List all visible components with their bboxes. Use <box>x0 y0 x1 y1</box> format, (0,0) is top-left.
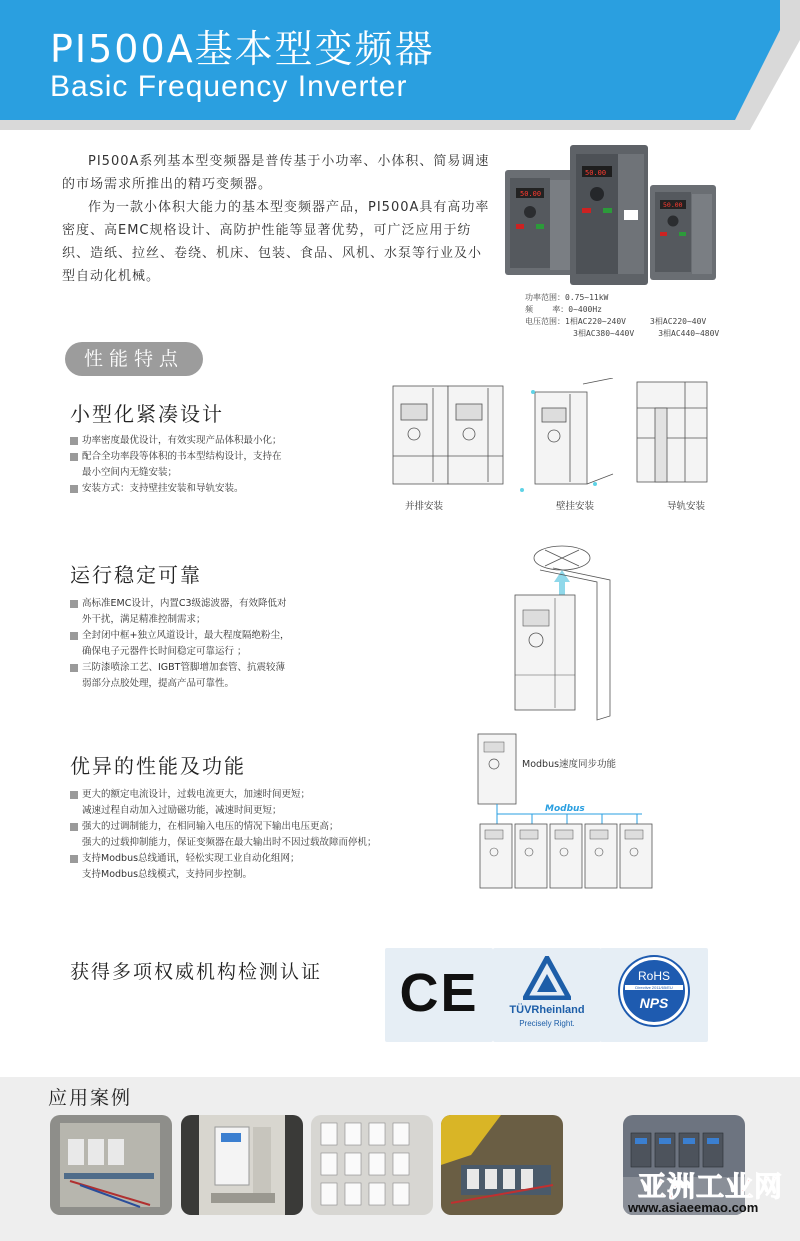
bullet-item: 功率密度最优设计，有效实现产品体积最小化； <box>70 433 350 449</box>
case-photo-cabinet-3 <box>311 1115 433 1215</box>
performance-bullets <box>70 787 460 883</box>
bullet-square-icon <box>70 791 78 799</box>
rohs-certificate <box>600 948 708 1042</box>
stable-bullets <box>70 596 370 692</box>
ce-mark-icon: CE <box>399 963 479 1023</box>
bullet-square-icon <box>70 437 78 445</box>
tuv-triangle-icon <box>523 956 571 1000</box>
case-photo-machine <box>441 1115 563 1215</box>
bullet-square-icon <box>70 485 78 493</box>
bullet-item: 高标准EMC设计，内置C3级滤波器，有效降低对 外干扰，满足精准控制需求； <box>70 596 370 628</box>
bullet-item: 强大的过调制能力，在相同输入电压的情况下输出电压更高； 强大的过载抑制能力，保证变频器在最大输出时不因过载故障而停机； <box>70 819 460 851</box>
bullet-item: 全封闭中框+独立风道设计，最大程度隔绝粉尘， 确保电子元器件长时间稳定可靠运行 ； <box>70 628 370 660</box>
case-photo-cabinet-2 <box>181 1115 303 1215</box>
airflow-illustration <box>505 540 620 730</box>
tuv-brand: TÜVRheinland <box>509 1004 585 1016</box>
section-title-applications: 应用案例 <box>48 1087 133 1109</box>
rohs-directive: Directive 2011/65/EU <box>625 985 683 990</box>
spec-voltage-1: 电压范围：1相AC220~240V 3相AC220~40V <box>525 317 707 326</box>
watermark-url: www.asiaeemao.com <box>628 1200 759 1215</box>
label-wall-mount: 壁挂安装 <box>556 501 595 512</box>
spec-frequency: 频 率：0~400Hz <box>525 305 602 314</box>
case-photo-cabinet-1 <box>50 1115 172 1215</box>
section-title-certification: 获得多项权威机构检测认证 <box>70 961 323 983</box>
modbus-bus-label: Modbus <box>545 804 585 814</box>
tuv-certificate <box>493 948 601 1042</box>
label-rail-mount: 导轨安装 <box>667 501 706 512</box>
section-title-compact: 小型化紧凑设计 <box>70 402 224 426</box>
bullet-item: 配合全功率段等体积的书本型结构设计，支持在 最小空间内无缝安装； <box>70 449 350 481</box>
intro-paragraph-1: PI500A系列基本型变频器是普传基于小功率、小体积、简易调速的市场需求所推出的精巧变频器。 <box>62 154 490 192</box>
intro-paragraph-2: 作为一款小体积大能力的基本型变频器产品，PI500A具有高功率密度、高EMC规格设计、高防护性能等显著优势，可广泛应用于纺织、造纸、拉丝、卷绕、机床、包装、食品、风机、水泵等行业及小型自动化机械。 <box>62 200 490 284</box>
bullet-item: 支持Modbus总线通讯，轻松实现工业自动化组网； 支持Modbus总线模式，支持同步控制。 <box>70 851 460 883</box>
modbus-caption: Modbus速度同步功能 <box>522 759 617 770</box>
svg-text:50.00: 50.00 <box>585 169 607 177</box>
svg-text:50.00: 50.00 <box>520 190 542 198</box>
bullet-item: 更大的额定电流设计，过载电流更大，加速时间更短； 减速过程自动加入过励磁功能，减速时间更短； <box>70 787 460 819</box>
section-title-stable: 运行稳定可靠 <box>70 563 202 587</box>
ce-certificate <box>385 948 493 1042</box>
nps-label: NPS <box>639 995 669 1011</box>
bullet-square-icon <box>70 600 78 608</box>
product-photo <box>500 140 770 290</box>
master-inverter-icon <box>478 734 516 804</box>
tuv-tagline: Precisely Right. <box>519 1019 575 1028</box>
rohs-seal-icon <box>620 957 688 1025</box>
spec-voltage-2: 3相AC380~440V 3相AC440~480V <box>525 329 720 338</box>
bullet-square-icon <box>70 855 78 863</box>
page-title: PI500A基本型变频器 <box>50 27 435 71</box>
bullet-square-icon <box>70 632 78 640</box>
label-side-by-side: 并排安装 <box>405 501 444 512</box>
section-title-performance: 优异的性能及功能 <box>70 754 246 778</box>
features-badge: 性能特点 <box>65 342 203 376</box>
installation-illustration <box>385 378 715 493</box>
rohs-label: RoHS <box>637 969 670 983</box>
svg-text:50.00: 50.00 <box>663 201 683 209</box>
bullet-square-icon <box>70 823 78 831</box>
bullet-square-icon <box>70 664 78 672</box>
spec-power: 功率范围：0.75~11kW <box>525 293 609 302</box>
bullet-item: 三防漆喷涂工艺、IGBT管脚增加套管、抗震较薄 弱部分点胶处理，提高产品可靠性。 <box>70 660 370 692</box>
intro-text <box>62 150 492 288</box>
spec-list <box>525 292 719 340</box>
watermark-logo: 亚洲工业网 <box>638 1170 784 1203</box>
bullet-item: 安装方式：支持壁挂安装和导轨安装。 <box>70 481 350 497</box>
page-subtitle: Basic Frequency Inverter <box>50 70 408 103</box>
compact-bullets <box>70 433 350 497</box>
bullet-square-icon <box>70 453 78 461</box>
